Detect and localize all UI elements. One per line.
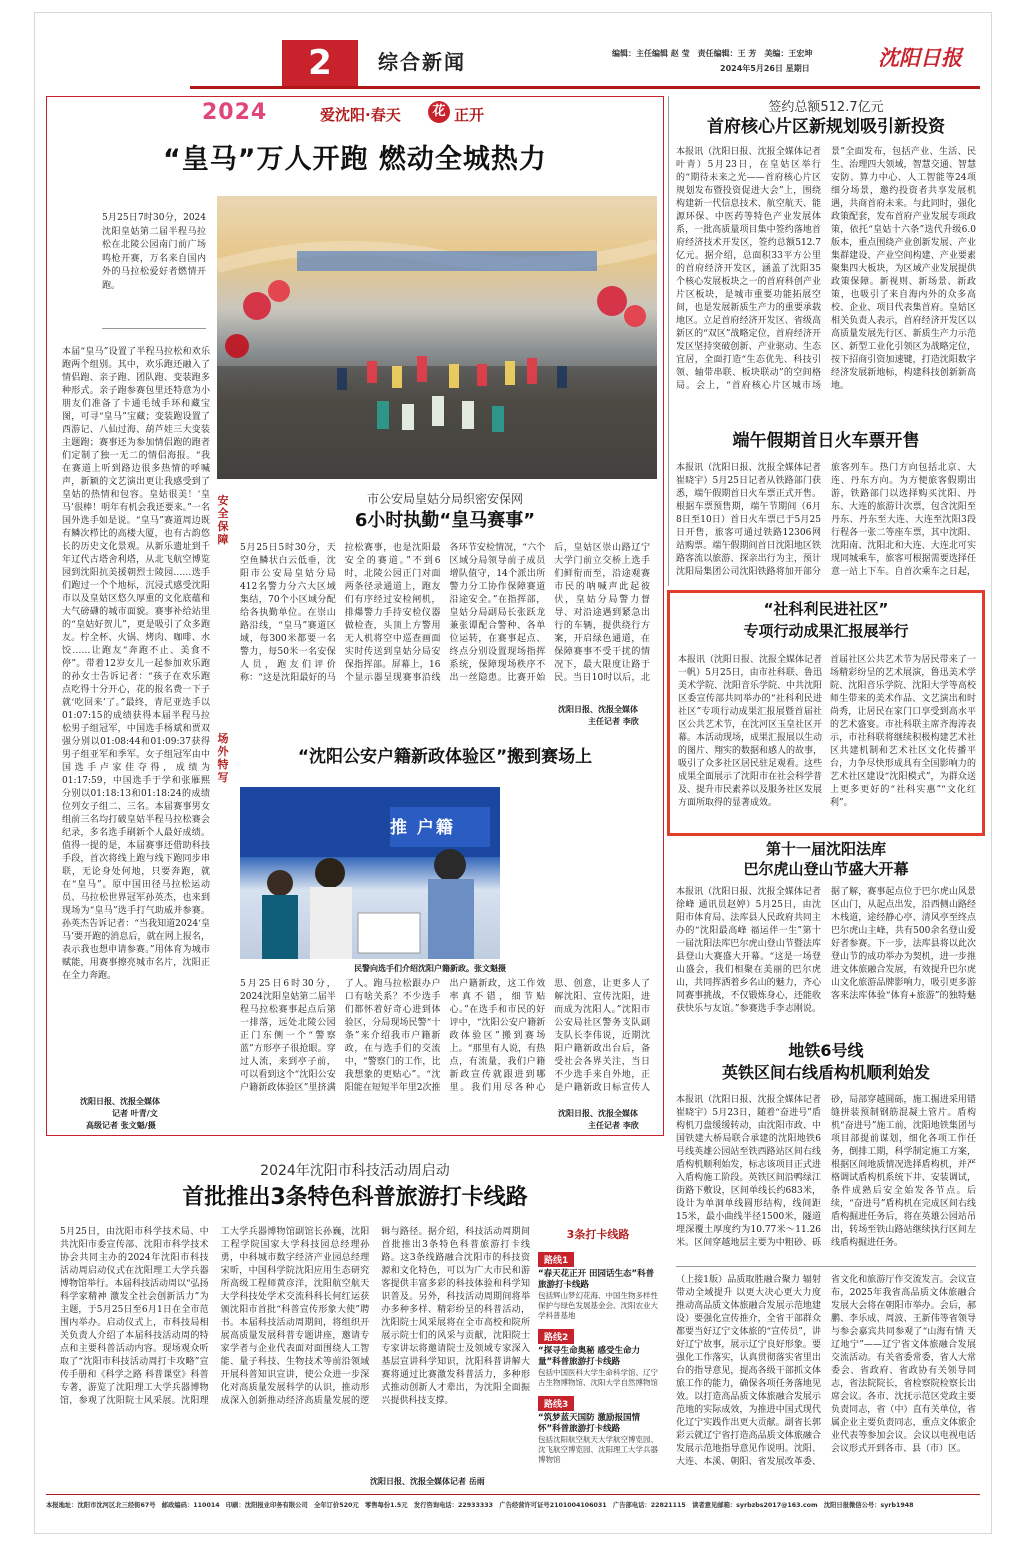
footer-info: 本报地址：沈阳市沈河区北三经街67号 邮政编码：110014 印刷：沈阳报业印务有限公司 全年订价520元 零售每份1.5元 发行咨询电话：22933333 广告经营许可证号2101004106031 广告部电话：22821115 读者意见邮箱：syrbzbs2017@163.com 沈阳日报微信公号：syrb1948: [46, 1502, 914, 1509]
law-body: 本报讯（沈阳日报、沈报全媒体记者徐峰 通讯员赵婷）5月25日，由沈阳市体育局、法库县人民政府共同主办的“沈阳最高峰 福运伴一生”第十一届沈阳法库巴尔虎山登山节暨法库县登山大赛盛大开幕。“这是一场登山盛会，我们相聚在美丽的巴尔虎山，共同挥洒着乡名山的魅力，齐心同赛事挑战，不仅锻炼身心，还能收获快乐与友谊。”参赛选手李志刚说。据了解，赛事起点位于巴尔虎山风景区山门，从起点出发，沿西侧山路经木栈道，途经静心亭、清风亭至终点巴尔虎山主峰，共有500余名登山爱好者参赛。下一步，法库县将以此次登山节的成功举办为契机，进一步推进文体旅融合发展，有效提升巴尔虎山文化旅游品牌影响力，吸引更多游客来法库体验“体育+旅游”的独特魅: [676, 887, 976, 1014]
metro-headline-1: 地铁6号线: [788, 1041, 864, 1060]
routes-box: [538, 1226, 658, 1472]
police-photo-sign: 推 户籍: [390, 818, 455, 838]
marathon-photo-art: [217, 196, 657, 479]
route-2: [538, 1325, 658, 1388]
metro-body: 本报讯（沈阳日报、沈报全媒体记者崔晓宇）5月23日，随着“奋进号”盾构机刀盘缓缓转动，由沈阳市政、中国铁建大桥局联合承建的沈阳地铁6号线英雄公园站至铁西路站区间右线盾构机顺利始发，标志该项目正式进入盾构施工阶段。英铁区间沿鸭绿江街路下敷设，区间单线长约683米，设计为单洞单线圆形结构，线间距15米，最小曲线半径1500米，隧道埋深覆土厚度约为10.77米～11.26米。区间穿越地层主要为中粗砂、砾砂，局部穿越圆砾，施工掘进采用错缝拼装预制钢筋混凝土管片。盾构机“奋进号”施工前，沈阳地铁集团与项目部提前谋划，细化各项工作任务，倒排工期，科学制定施工方案，根据区间地质情况选择盾构机，并严格调试盾构机系统下井、安装调试，条件成熟后安全始发各节点。后续，“奋进号”盾构机在完成区间右线盾构掘进任务后，将在英雄公园站吊出，转场至铁山路站继续执行区间左线盾构掘进任务。: [676, 1095, 976, 1248]
onsite-credit-2: 主任记者 李欣: [588, 1121, 639, 1130]
column-divider: [668, 96, 669, 586]
community-headline-1: “社科利民进社区”: [763, 600, 889, 618]
route-3-detail: 包括沈阳航空航天大学航空博览园、沈飞航空博览园、沈阳理工大学兵器博物馆: [538, 1435, 658, 1464]
science-headline: 首批推出3条特色科普旅游打卡线路: [182, 1185, 528, 1210]
train-body: 本报讯（沈阳日报、沈报全媒体记者崔晓宇）5月25日记者从铁路部门获悉，端午假期首日火车票正式开售。根据车票预售期，端午节期间（6月8日至10日）首日火车票已于5月25日开售，旅客可通过铁路12306网站购票。端午假期间首日沈阳地区铁路客流以旅游、探亲出行为主，预计沈阳局集团公司沈阳铁路将加开部分旅客列车。热门方向包括北京、大连、丹东方向。为方便旅客假期出游，铁路部门以选择购买沈阳、丹东、大连的旅游计次票，包含沈阳至丹东、丹东至大连、大连至沈阳3段行程各一张二等座车票，其中沈阳、沈阳南、沈阳北和大连、大连北可实现同城乘车，旅客可根据需要选择任意一站上下车。自首次乘车之日起，: [676, 463, 976, 577]
banner-slogan-b: 正开: [454, 106, 485, 124]
tourism-body: （上接1版）品质取胜融合聚力 辐射带动全域提升 以更大决心更大力度推动高品质文体旅融合发展示范地建设）要强化宣传推介，全省干部群众都要当好辽宁文体旅的“宣传员”，讲好辽宁故事，展示辽宁良好形象。要强化工作落实，认真贯彻落实省里出台的指导意见，提高各级干部抓文体旅工作的能力，确保各项任务落地见效。以打造高品质文体旅融合发展示范地的实际成效，为推进中国式现代化辽宁实践作出更大贡献。副省长郭彩云就辽宁省打造高品质文体旅融合发展示范地指导意见作说明。沈阳、大连、本溪、朝阳、省发展改革委、省文化和旅游厅作交流发言。会议宣布，2025年我省高品质文体旅融合发展大会将在朝阳市举办。会后，郝鹏、李乐成、周波、王新伟等省领导与参会嘉宾共同参观了“山海有情 天辽地宁”——辽宁省文体旅融合发展交流活动。有关省委常委，省人大常委会、省政府、省政协有关领导同志，省法院院长，省检察院检察长出席会议。各市、沈抚示范区党政主要负责同志，省（中）直有关单位，省属企业主要负责同志，重点文体旅企业代表等参加会议。会议以电视电话会议形式开到各市、县（市）区。: [676, 1275, 976, 1467]
route-2-name: “探寻生命奥秘 感受生命力量”科普旅游打卡线路: [538, 1346, 641, 1367]
marathon-photo: [217, 196, 657, 479]
law-headline-1: 第十一届沈阳法库: [765, 840, 886, 858]
police-photo: [240, 787, 500, 959]
route-2-tag: 路线2: [538, 1329, 574, 1344]
community-body-2: 首届社区公共艺术节为居民带来了一场精彩纷呈的艺术展演，鲁迅美术学院、沈阳音乐学院、沈阳大学等高校师生带来的美术作品、文艺演出和时尚秀，让居民在家门口享受到高水平的艺术盛宴。市社科联主席齐海涛表示，市社科联将继续积极构建艺术社区共建机制和艺术社区文化传播平台，力争尽快形成具有全国影响力的艺术社区建设“沈阳模式”，为群众送上更多更好的“社科实惠”“文化红利”。: [830, 655, 976, 808]
investment-body: 本报讯（沈阳日报、沈报全媒体记者叶青）5月23日，在皇姑区举行的“期待未来之光——首府核心片区规划发布暨投资促进大会”上，围绕构建新一代信息技术、航空航天、能源环保、中医药等特色产业发展体系，一批高质量项目集中签约落地首府经济技术开发区，签约总额512.7亿元。据介绍，总面积33平方公里的首府经济开发区，涵盖了沈阳35个核心发展板块之一的首府科创产业片区板块，是城市重要功能拓展空间，也是发展新质生产力的重要承载地区。立足首府经济开发区、省级高新区的“双区”战略定位，首府经济开发区坚持突破创新、产业驱动、生态宜居，全面打造“生态优先、科技引领、轴带串联、板块联动”的空间格局。会上，“首府核心片区城市场景”全面发布，包括产业、生活、民生、治理四大领域，智慧交通、智慧安防、算力中心、人工智能等24项细分场景，邀约投资者共享发展机遇，共商首府未来。与此同时，强化政策配套，发布首府产业发展专项政策，依托“皇姑十六条”迭代升级6.0版本，重点围绕产业创新发展、产业集群建设、产业空间构建、产业要素聚集四大板块，为区域产业发展提供政策保障。新视则、新场景、新政策，也吸引了来自海内外的众多高校、企业、项目代表集首府。皇姑区相关负责人表示，首府经济开发区以高质量发展先行区、新质生产力示范区、新型工业化引领区为战略定位，按下招商引资加速键，打造沈阳数字经济发展新地标，构建科技创新新高地。: [676, 147, 976, 391]
route-1-tag: 路线1: [538, 1252, 574, 1267]
page-number: 2: [308, 43, 332, 83]
community-body-1: 本报讯（沈阳日报、沈报全媒体记者一帆）5月25日，由市社科联、鲁迅美术学院、沈阳音乐学院、中共沈阳区委宣传部共同举办的“社科利民进社区”专项行动成果汇报展暨首届社区公共艺术节，在沈河区玉皇社区开幕。本活动现场，成果汇报展以生动的图片、翔实的数据和感人的故事，吸引了众多社区居民驻足观看。这些成果全面展示了沈阳市在社会科学普及、提升市民素养以及服务社区发展方面所取得的显著成效。: [678, 655, 822, 808]
safety-credit-2: 主任记者 李欣: [588, 717, 639, 726]
lead-intro: 5月25日7时30分，2024沈阳皇姑第二届半程马拉松在北陵公园南门前广场鸣枪开赛，万名来自国内外的马拉松爱好者燃情开跑。: [102, 213, 206, 291]
route-3: [538, 1392, 658, 1465]
route-3-name: “筑梦蓝天国防 激励报国情怀”科普旅游打卡线路: [538, 1413, 641, 1434]
banner-slogan-a: 爱沈阳·春天: [320, 106, 401, 124]
lead-credit-3: 高级记者 张文魁/摄: [86, 1121, 156, 1130]
investment-kicker: 签约总额512.7亿元: [768, 100, 884, 115]
onsite-headline: “沈阳公安户籍新政体验区”搬到赛场上: [297, 747, 593, 767]
lead-headline: “皇马”万人开跑 燃动全城热力: [163, 144, 547, 175]
investment-headline: 首府核心片区新规划吸引新投资: [707, 117, 945, 137]
science-body: 5月25日，由沈阳市科学技术局、中共沈阳市委宣传部、沈阳市科学技术协会共同主办的2024年沈阳市科技活动周启动仪式在沈阳理工大学兵器博物馆举行。本届科技活动周以“弘扬科学家精神 激发全社会创新活力”为主题，于5月25日至6月1日在全市范围内举办。启动仪式上，市科技局相关负责人介绍了本届科技活动周的特点和主要科普活动内容。现场观众听取了“沈阳市科技活动周打卡攻略”宣传手册和《科学之路 科普课堂》科普专著，游览了沈阳理工大学兵器博物馆，参观了沈阳院士风采展。沈阳理工大学兵器博物馆副馆长孙巍，沈阳工程学院国家大学科技园总经理孙勇，中科城市数字经济产业园总经理宋昕，中国科学院沈阳应用生态研究所高级工程师黄彦洋，沈阳航空航天大学科技处学术交流科科长何红运获颁沈阳市首批“科普宣传形象大使”聘书。本届科技活动周期间，将组织开展高质量发展科普专题讲座，邀请专家学者与企业代表面对面围绕人工智能、量子科技、生物技术等前沿领域开展科普知识宣讲，使公众进一步深化对高质量发展科学的认识，推动形成深入创新推动经济高质量发展的逻辑与路径。据介绍，科技活动周期间首批推出3条特色科普旅游打卡线路。这3条线路融合沈阳市的科技资源和文化特色，可以为广大市民和游客提供丰富多彩的科技体验和科学知识普及。另外，科技活动周期间将举办多种多样、精彩纷呈的科普活动，沈阳院士风采展将在全市高校和院所展示院士们的风采与贡献，沈阳院士专家讲坛将邀请院士及领域专家深入基层宣讲科学知识，沈阳科普讲解大赛将通过比赛激发科普活力，多种形式推动创新人才辈出，为沈阳全面振兴提供科技支撑。: [60, 1227, 530, 1406]
community-headline-2: 专项行动成果汇报展举行: [743, 622, 909, 640]
route-1-name: “春天花正开 田园话生态”科普旅游打卡线路: [538, 1269, 655, 1290]
lead-credit-1: 沈阳日报、沈报全媒体: [80, 1097, 160, 1106]
train-headline: 端午假期首日火车票开售: [732, 431, 920, 451]
lead-body: 本届“皇马”设置了半程马拉松和欢乐跑两个组别。其中，欢乐跑还融入了情侣跑、亲子跑、团队跑、变装跑多种形式。亲子跑参赛包里还特意为小朋友们准备了卡通毛绒手环和藏宝图，可寻“皇马”宝藏；变装跑设置了西游记、八仙过海、葫芦娃三大变装主题跑；赛事还为参加情侣跑的跑者们定制了独一无二的情侣海报。“我在赛道上听到路边很多热情的呼喊声，新颖的文艺演出更让我感受到了皇姑的热情和包容。皇姑很美！‘皇马’很棒！明年有机会我还要来。”一名国外选手如是说。“皇马”赛道周边既有鳞次栉比的高楼大厦，也有古韵悠长的历史文化景观。从新乐遗址到千年辽代古塔舍利塔，从北飞航空博览园到沈阳抗美援朝烈士陵园……选手们跑过一个个地标，沉浸式感受沈阳市以及皇姑区悠久厚重的文化底蕴和大气磅礴的城市面貌。赛事补给站里的“皇姑好贺儿”，更是吸引了众多跑友。柠全杯、火锅、烤肉、咖啡、水饺……让跑友“奔跑不止、美食不停”。带着12岁女儿一起参加欢乐跑的孙女士告诉记者：“孩子在欢乐跑点吃得十分开心，花的报名费一下子就‘吃回来’了。”最终，青尼亚选手以01:07:15的成绩获得本届半程马拉松男子组冠军，中国选手杨斌和贾双强分别以01:08:44和01:09:37获得男子组亚军和季军。女子组冠军由中国选手卢家佳夺得，成绩为01:17:59，中国选手于学和张雁熙分别以01:18:13和01:18:24的成绩位列女子组二、三名。本届赛事男女组前三名均打破皇姑半程马拉松赛会纪录，多名选手刷新个人最好成绩。值得一提的是，本届赛事还借助科技手段，首次将线上跑与线下跑同步串联，无论身处何地，只要奔跑，就在“皇马”。原中国田径马拉松运动员、马拉松世界冠军孙英杰，也来到现场为“皇马”选手打气助威并参赛。孙英杰告诉记者：“当我知道2024‘皇马’要开跑的消息后，就在网上报名，表示我也想申请参赛。”用体育为城市赋能，用赛事擦亮城市名片，沈阳正在全力奔跑。: [62, 347, 210, 981]
onsite-label: 场外特写: [217, 732, 229, 784]
route-1: [538, 1248, 658, 1321]
header-rule: [190, 86, 980, 89]
metro-headline-2: 英铁区间右线盾构机顺利始发: [721, 1063, 930, 1082]
safety-label: 安全保障: [217, 494, 229, 546]
section-name: 综合新闻: [378, 50, 466, 74]
safety-credit-1: 沈阳日报、沈报全媒体: [558, 705, 638, 714]
onsite-body: 5月25日6时30分，2024沈阳皇姑第二届半程马拉松赛事起点后第一排落，远处北陵公园正门东侧一个“警察蓝”方形亭子很抢眼。穿过人流，来到亭子前，可以看到这个“沈阳公安户籍新政体验区”里挤满了人。跑马拉松跟办户口有啥关系？不少选手们都怀着好奇心进到体验区，分局现场民警“十条”来介绍我市户籍新政，在与选手们的交流中，“警察门的工作，比我想象的更贴心”。“沈阳能在短短半年里2次推出户籍新政，这工作效率真不错，细节贴心。”在选手和市民的好评中，“沈阳公安户籍新政体验区”搬到赛场上。“那里有人说，有热点，有流量，我们户籍新政宣传就跟进到哪里。我们用尽各种心思、创意，让更多人了解沈阳、宣传沈阳，进而成为沈阳人。”沈阳市公安局社区警务支队副支队长李伟说，近期沈阳户籍新政出台后，备受社会各界关注，当日不少选手来自外地，正是户籍新政日标宣传人: [240, 979, 650, 1093]
banner-year: 2024: [202, 100, 268, 125]
safety-body: 5月25日5时30分，天空鱼鳞状白云低垂，沈阳市公安局皇姑分局412名警力分六大区域集结，70个小区域分配给各执勤单位。在崇山路沿线，“皇马”赛道区域，每300米都要一名警力，每50米一名安保人员，跑友们评价称：“这是沈阳最好的马拉松赛事，也是沈阳最安全的赛道。”不到6时，北陵公园正门对面两条径录通道上，跑友们有序经过安检闸机，排爆警力手持安检仪器做检查，头顶上方警用无人机将空中巡查画面实时传送到皇姑分局安保指挥部。屏幕上，16个显示器呈现赛事沿线各环节安检情况，“六个区域分局领导前子成员增队值守，14个派出所警力分工协作保障赛道沿途安全。”在指挥部，皇姑分局副局长张跃龙兼张谭配合警种、各单位运转，在赛事起点、终点分别设置现场指挥系统，保障现场秩序不出一丝隐患。比赛开始后，皇姑区崇山路辽宁大学门前立交桥上选手们鲜衔而至，沿途观赛市民的呐喊声此起彼伏，皇姑分局警力督导、对沿途遇到紧急出行的车辆，提供绕行方案，开启绿色通道，在保障赛事不受干扰的情况下，最大限度让路于民。当日10时以后，北: [240, 543, 650, 683]
safety-kicker: 市公安局皇姑分局织密安保网: [366, 492, 523, 506]
header-date: 2024年5月26日 星期日: [720, 64, 810, 73]
footer-rule: [46, 1494, 980, 1495]
route-2-detail: 包括中国医科大学生命科学馆、辽宁古生物博物馆、沈阳大学自然博物馆: [538, 1368, 658, 1387]
onsite-body-side: [508, 787, 650, 973]
science-kicker: 2024年沈阳市科技活动周启动: [260, 1163, 450, 1179]
onsite-credit-1: 沈阳日报、沈报全媒体: [558, 1109, 638, 1118]
police-photo-caption: 民警向选手们介绍沈阳户籍新政。张文魁摄: [354, 964, 506, 973]
science-credit: 沈阳日报、沈报全媒体记者 岳雨: [370, 1477, 485, 1486]
police-photo-art: [240, 787, 500, 959]
routes-heading: 3条打卡线路: [566, 1228, 630, 1241]
header-editors: 编辑：主任编辑 赵 莹 责任编辑：王 芳 美编：王宏坤: [612, 49, 813, 58]
intro-rule: [102, 328, 206, 329]
route-1-detail: 包括辉山梦幻花海、中国生物多样性保护与绿色发展基金会、沈阳农业大学科普基地: [538, 1291, 658, 1320]
law-headline-2: 巴尔虎山登山节盛大开幕: [743, 860, 909, 878]
lead-credit-2: 记者 叶青/文: [112, 1109, 158, 1118]
banner-flower-badge: 花: [428, 101, 450, 123]
route-3-tag: 路线3: [538, 1396, 574, 1411]
safety-headline: 6小时执勤“皇马赛事”: [354, 510, 536, 531]
paper-logo: 沈阳日报: [878, 45, 962, 70]
tourism-rule: [676, 1266, 976, 1267]
banner: [202, 100, 502, 128]
